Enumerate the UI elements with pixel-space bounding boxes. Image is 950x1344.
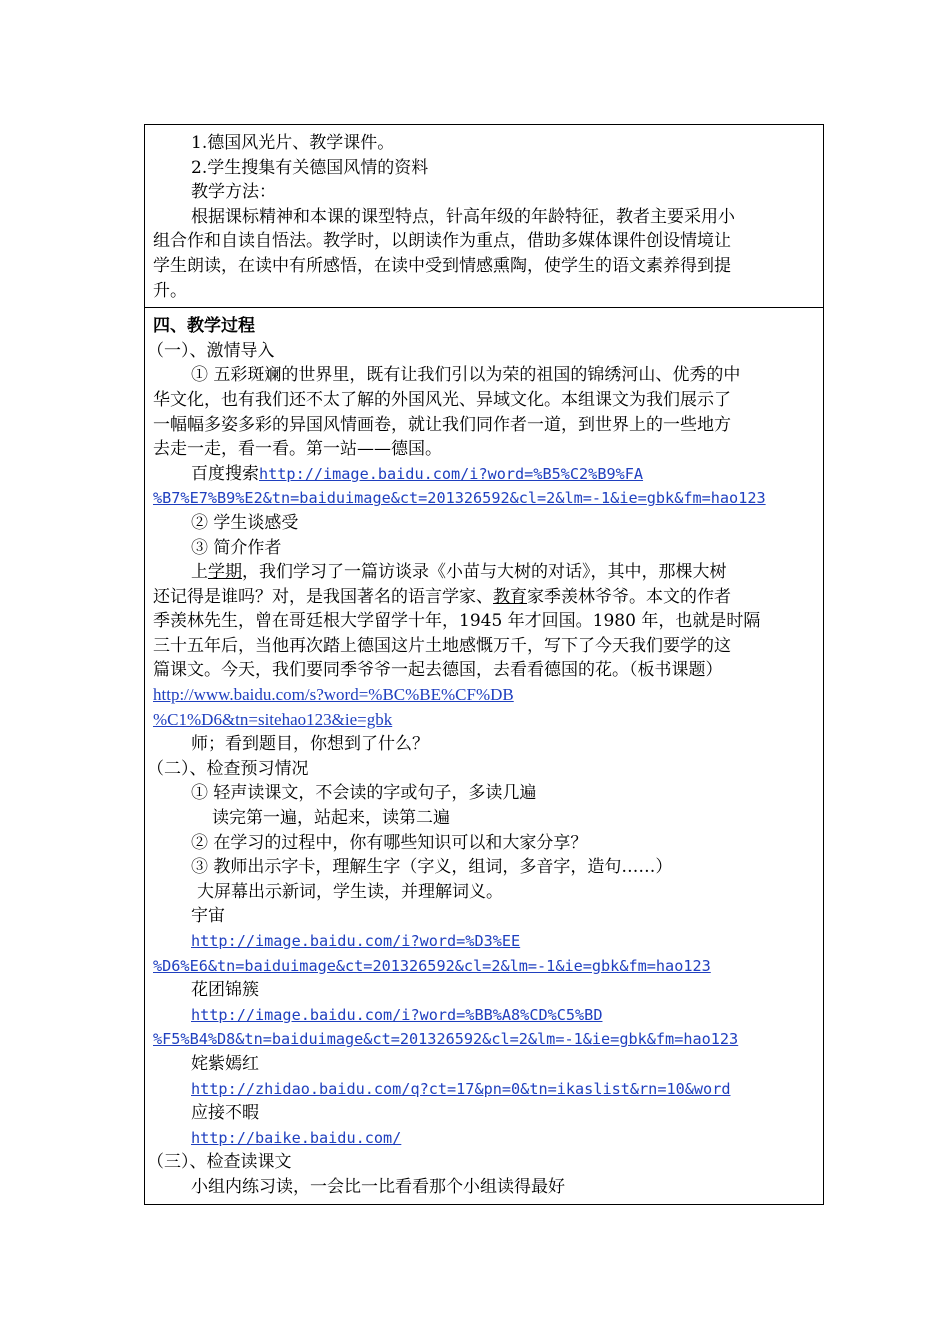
word-huatuanjincu-link[interactable]: http://image.baidu.com/i?word=%BB%A8%CD%C5%BD	[191, 1005, 603, 1024]
word-huatuanjincu: 花团锦簇	[191, 980, 259, 1001]
baidu-link-cont-line	[153, 486, 815, 511]
word-huatuanjincu-link-cont[interactable]: %F5%B4%D8&tn=baiduimage&ct=201326592&cl=2&lm=-1&ie=gbk&fm=hao123	[153, 1030, 739, 1049]
preview-item-3: ③ 教师出示字卡，理解生字（字义，组词，多音字，造句……）	[191, 857, 673, 878]
author-line-1-underlined: 学期	[208, 562, 242, 583]
baidu-search-label: 百度搜索	[191, 463, 259, 484]
preview-item-2: ② 在学习的过程中，你有哪些知识可以和大家分享？	[191, 832, 588, 853]
lesson-plan-table	[144, 124, 824, 1205]
author-line-3: 季羡林先生，曾在哥廷根大学留学十年，1945 年才回国。1980 年，也就是时隔	[153, 611, 761, 632]
teaching-process-cell	[145, 307, 823, 1203]
baidu-search-link[interactable]: http://www.baidu.com/s?word=%BC%BE%CF%DB	[153, 685, 514, 705]
baidu-image-link-cont[interactable]: %B7%E7%B9%E2&tn=baiduimage&ct=201326592&cl=2&lm=-1&ie=gbk&fm=hao123	[153, 489, 766, 508]
search-link-line	[153, 683, 815, 708]
author-line-2-pre: 还记得是谁吗？对，是我国著名的语言学家、	[153, 586, 493, 607]
word-chazi: 姹紫嫣红	[191, 1053, 259, 1074]
preview-item-1: ① 轻声读课文，不会读的字或句子，多读几遍	[191, 783, 537, 804]
author-line-1-pre: 上	[191, 562, 208, 583]
author-line-2-underlined: 教育	[493, 586, 527, 607]
preview-item-1b: 读完第一遍，站起来，读第二遍	[212, 808, 450, 829]
material-line-2: 2.学生搜集有关德国风情的资料	[191, 157, 429, 178]
part1-title: （一）、激情导入	[147, 340, 275, 361]
word-huatuanjincu-link-cont-line	[153, 1027, 815, 1052]
author-line-2-post: 家季羡林爷爷。本文的作者	[527, 586, 731, 607]
method-line-3: 学生朗读，在读中有所感悟，在读中受到情感熏陶，使学生的语文素养得到提	[153, 255, 731, 276]
word-yingjie: 应接不暇	[191, 1103, 259, 1124]
intro-line-1: ① 五彩斑斓的世界里，既有让我们引以为荣的祖国的锦绣河山、优秀的中	[191, 365, 741, 386]
author-line-2	[153, 585, 815, 610]
word-yuzhou-link-cont-line	[153, 954, 815, 979]
baidu-image-link[interactable]: http://image.baidu.com/i?word=%B5%C2%B9%FA	[259, 464, 644, 483]
word-yingjie-link-line	[153, 1126, 815, 1151]
baidu-search-link-cont[interactable]: %C1%D6&tn=sitehao123&ie=gbk	[153, 709, 393, 729]
teacher-question: 师；看到题目，你想到了什么？	[191, 734, 429, 755]
intro-line-2: 华文化，也有我们还不太了解的外国风光、异域文化。本组课文为我们展示了	[153, 389, 731, 410]
author-line-1	[153, 560, 815, 585]
word-chazi-link[interactable]: http://zhidao.baidu.com/q?ct=17&pn=0&tn=ikaslist&rn=10&word	[191, 1079, 731, 1098]
reading-item-1: 小组内练习读，一会比一比看看那个小组读得最好	[191, 1176, 565, 1197]
method-line-1: 根据课标精神和本课的课型特点，针高年级的年龄特征，教者主要采用小	[191, 206, 735, 227]
word-chazi-link-line	[153, 1077, 815, 1102]
word-yuzhou: 宇宙	[191, 906, 225, 927]
item-author-intro: ③ 简介作者	[191, 537, 282, 558]
intro-line-3: 一幅幅多姿多彩的异国风情画卷，就让我们同作者一道，到世界上的一些地方	[153, 414, 731, 435]
baidu-search-line	[153, 462, 815, 487]
teaching-materials-cell	[145, 125, 823, 307]
word-yingjie-link[interactable]: http://baike.baidu.com/	[191, 1128, 402, 1147]
intro-paragraph	[153, 363, 815, 461]
method-heading: 教学方法：	[191, 182, 276, 203]
method-line-2: 组合作和自读自悟法。教学时，以朗读作为重点，借助多媒体课件创设情境让	[153, 231, 731, 252]
author-line-4: 三十五年后，当他再次踏上德国这片土地感慨万千，写下了今天我们要学的这	[153, 635, 731, 656]
word-yuzhou-link-line	[153, 929, 815, 954]
word-yuzhou-link[interactable]: http://image.baidu.com/i?word=%D3%EE	[191, 932, 521, 950]
method-paragraph	[153, 205, 815, 303]
material-line-1: 1.德国风光片、教学课件。	[191, 133, 395, 153]
author-line-5: 篇课文。今天，我们要同季爷爷一起去德国，去看看德国的花。（板书课题）	[153, 660, 723, 681]
method-line-4: 升。	[153, 280, 187, 301]
word-yuzhou-link-cont[interactable]: %D6%E6&tn=baiduimage&ct=201326592&cl=2&lm=-1&ie=gbk&fm=hao123	[153, 956, 711, 975]
section-title: 四、教学过程	[153, 316, 255, 337]
author-paragraph	[153, 560, 815, 683]
part3-title: （三）、检查读课文	[147, 1152, 292, 1173]
word-huatuanjincu-link-line	[153, 1003, 815, 1028]
intro-line-4: 去走一走，看一看。第一站——德国。	[153, 439, 442, 460]
part2-title: （二）、检查预习情况	[147, 758, 309, 779]
author-line-1-post: ，我们学习了一篇访谈录《小苗与大树的对话》，其中，那棵大树	[242, 562, 727, 583]
preview-item-4: 大屏幕出示新词，学生读，并理解词义。	[197, 881, 503, 902]
item-student-feelings: ② 学生谈感受	[191, 512, 299, 533]
search-link-cont-line	[153, 708, 815, 733]
